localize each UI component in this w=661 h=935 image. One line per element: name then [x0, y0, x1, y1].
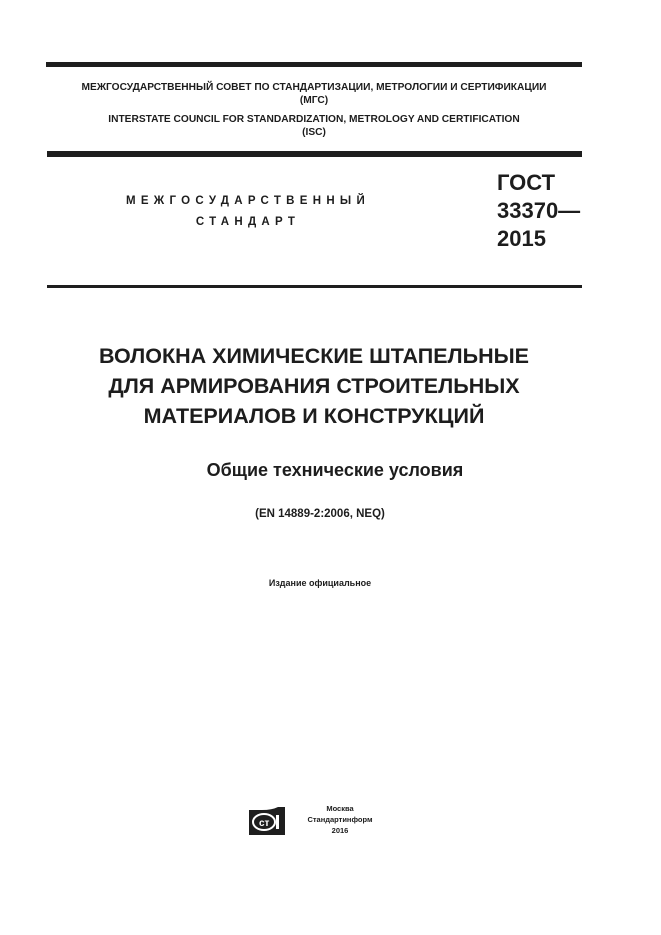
document-subtitle: Общие технические условия	[206, 460, 464, 480]
council-ru-name: МЕЖГОСУДАРСТВЕННЫЙ СОВЕТ ПО СТАНДАРТИЗАЦИИ, МЕТРОЛОГИИ И СЕРТИФИКАЦИИ	[81, 82, 547, 93]
standard-kind-line2: СТАНДАРТ	[195, 216, 301, 228]
council-en-abbr: (ISC)	[302, 127, 326, 138]
document-title	[60, 341, 568, 431]
designation-year: 2015	[497, 226, 546, 251]
publisher-city: Москва	[326, 804, 354, 813]
standard-kind-line1: МЕЖГОСУДАРСТВЕННЫЙ	[125, 195, 371, 207]
council-ru-block	[46, 81, 582, 107]
council-en-block	[46, 113, 582, 139]
edition-note: Издание официальное	[268, 578, 372, 588]
standard-kind	[100, 191, 396, 233]
designation-prefix: ГОСТ	[497, 170, 556, 195]
publisher-block	[290, 803, 390, 836]
council-ru-abbr: (МГС)	[299, 95, 329, 106]
publisher-name: Стандартинформ	[307, 815, 373, 824]
lower-rule	[47, 285, 582, 288]
designation-number: 33370—	[497, 198, 581, 223]
publisher-year: 2016	[331, 826, 349, 835]
svg-text:ст: ст	[259, 818, 270, 829]
middle-rule	[47, 151, 582, 157]
title-line1: ВОЛОКНА ХИМИЧЕСКИЕ ШТАПЕЛЬНЫЕ	[98, 344, 530, 368]
top-rule	[46, 62, 582, 67]
council-en-name: INTERSTATE COUNCIL FOR STANDARDIZATION, METROLOGY AND CERTIFICATION	[108, 114, 520, 125]
standard-designation	[497, 169, 580, 253]
title-line2: ДЛЯ АРМИРОВАНИЯ СТРОИТЕЛЬНЫХ	[108, 374, 520, 398]
standartinform-logo-icon	[248, 806, 286, 836]
title-line3: МАТЕРИАЛОВ И КОНСТРУКЦИЙ	[143, 404, 485, 428]
european-reference: (EN 14889-2:2006, NEQ)	[255, 508, 385, 520]
